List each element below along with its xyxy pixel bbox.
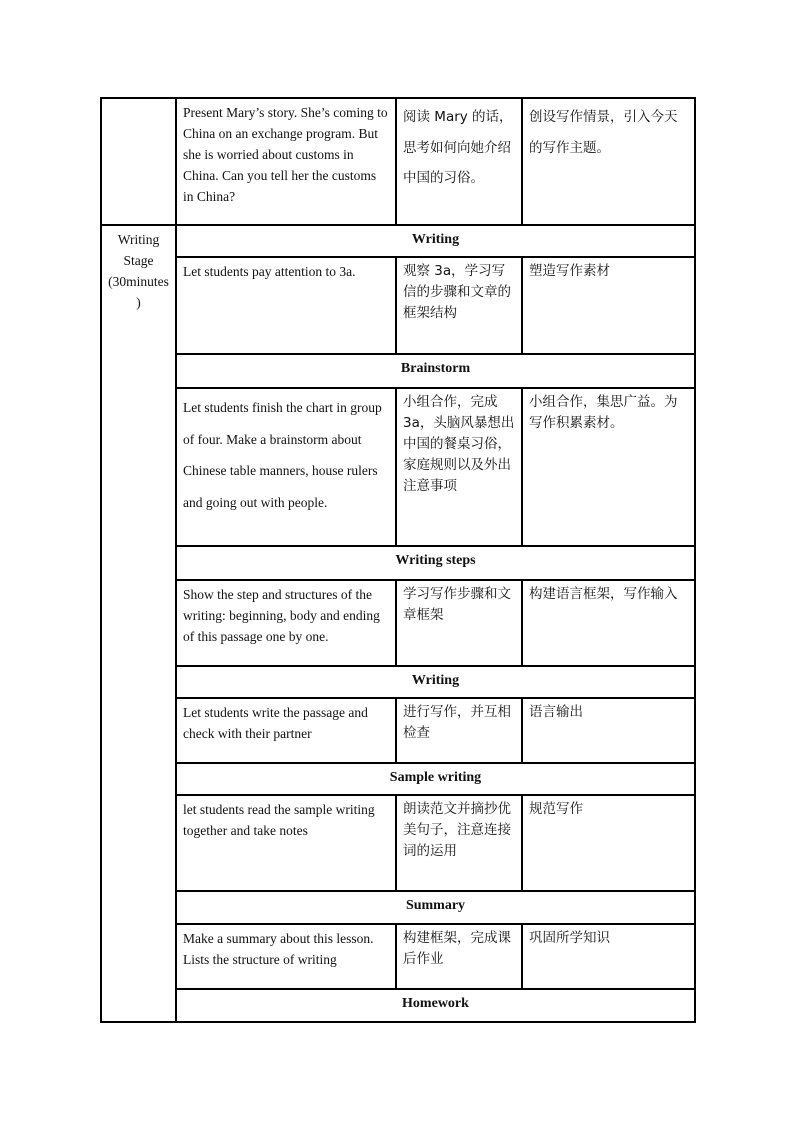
section-heading: Brainstorm <box>176 354 695 388</box>
student-activity-cell: 学习写作步骤和文章框架 <box>396 580 522 666</box>
purpose-cell: 小组合作，集思广益。为写作积累素材。 <box>522 388 695 546</box>
purpose-cell: 巩固所学知识 <box>522 924 695 989</box>
student-activity-cell: 阅读 Mary 的话，思考如何向她介绍中国的习俗。 <box>396 98 522 225</box>
purpose-cell: 创设写作情景，引入今天的写作主题。 <box>522 98 695 225</box>
table-row <box>101 257 695 354</box>
section-heading: Homework <box>176 989 695 1022</box>
purpose-cell: 规范写作 <box>522 795 695 891</box>
table-row <box>101 795 695 891</box>
student-activity-cell: 小组合作，完成 3a，头脑风暴想出中国的餐桌习俗，家庭规则以及外出注意事项 <box>396 388 522 546</box>
table-row <box>101 580 695 666</box>
table-row-intro <box>101 98 695 225</box>
purpose-cell: 塑造写作素材 <box>522 257 695 354</box>
teacher-activity-cell: Let students pay attention to 3a. <box>176 257 396 354</box>
teacher-activity-cell: Show the step and structures of the writing: beginning, body and ending of this passage one by one. <box>176 580 396 666</box>
table-row <box>101 388 695 546</box>
table-row-heading <box>101 763 695 795</box>
teacher-activity-cell: Make a summary about this lesson. Lists the structure of writing <box>176 924 396 989</box>
student-activity-cell: 朗读范文并摘抄优美句子，注意连接词的运用 <box>396 795 522 891</box>
stage-cell: Writing Stage (30minutes) <box>101 225 176 1022</box>
section-heading: Writing <box>176 666 695 698</box>
table-row-heading <box>101 891 695 924</box>
table-row <box>101 924 695 989</box>
table-row-heading <box>101 225 695 257</box>
teacher-activity-cell: Let students write the passage and check with their partner <box>176 698 396 763</box>
table-row-heading <box>101 989 695 1022</box>
section-heading: Writing <box>176 225 695 257</box>
purpose-cell: 语言输出 <box>522 698 695 763</box>
teacher-activity-cell: Let students finish the chart in group of four. Make a brainstorm about Chinese table manners, house rulers and going out with people. <box>176 388 396 546</box>
student-activity-cell: 观察 3a，学习写信的步骤和文章的框架结构 <box>396 257 522 354</box>
teacher-activity-cell: let students read the sample writing together and take notes <box>176 795 396 891</box>
table-row-heading <box>101 546 695 580</box>
table-row-heading <box>101 666 695 698</box>
table-row-heading <box>101 354 695 388</box>
teacher-activity-cell: Present Mary’s story. She’s coming to China on an exchange program. But she is worried about customs in China. Can you tell her the customs in China? <box>176 98 396 225</box>
lesson-plan-table <box>100 97 696 1023</box>
section-heading: Summary <box>176 891 695 924</box>
student-activity-cell: 构建框架，完成课后作业 <box>396 924 522 989</box>
stage-cell-blank <box>101 98 176 225</box>
purpose-cell: 构建语言框架，写作输入 <box>522 580 695 666</box>
section-heading: Sample writing <box>176 763 695 795</box>
section-heading: Writing steps <box>176 546 695 580</box>
table-row <box>101 698 695 763</box>
student-activity-cell: 进行写作，并互相检查 <box>396 698 522 763</box>
